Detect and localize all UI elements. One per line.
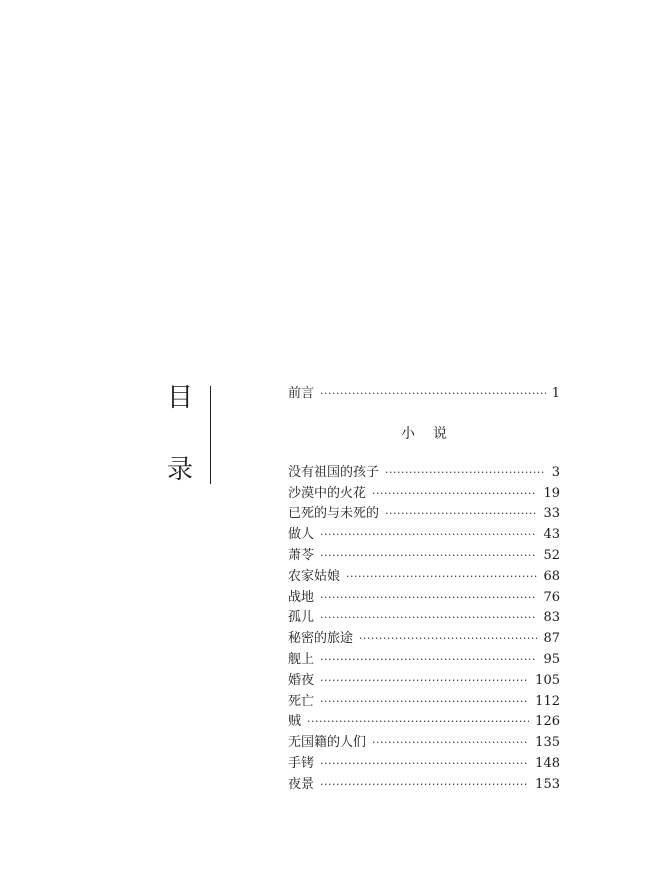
toc-entry-title: 死亡 [288,693,315,709]
toc-entry-title: 前言 [288,386,315,401]
dot-leader [346,567,537,588]
vertical-divider [210,386,211,484]
toc-entry-title: 做人 [288,527,315,543]
table-of-contents [288,384,560,796]
toc-entry-title: 舰上 [288,651,315,667]
dot-leader [320,754,529,775]
toc-entry[interactable] [288,463,560,484]
toc-entry-title: 无国籍的人们 [288,735,367,751]
dot-leader [320,775,529,796]
toc-entry-page: 19 [543,485,560,501]
toc-entry-title: 农家姑娘 [288,568,341,584]
toc-entry-title: 已死的与未死的 [288,506,380,522]
toc-entry-title: 贼 [288,714,302,730]
dot-leader [320,671,529,692]
toc-entry[interactable] [288,504,560,525]
toc-entry[interactable] [288,608,560,629]
toc-entry-page: 135 [535,735,560,751]
toc-entry-page: 52 [543,547,560,563]
toc-entry-title: 秘密的旅途 [288,631,354,647]
toc-entry-page: 33 [543,506,560,522]
toc-entry-page: 126 [535,714,560,730]
toc-entry[interactable] [288,775,560,796]
dot-leader [320,692,529,713]
dot-leader [320,588,537,609]
section-heading: 小说 [401,425,465,442]
toc-entry-page: 1 [551,386,560,401]
toc-entry[interactable] [288,650,560,671]
dot-leader [359,629,537,650]
toc-entry-title: 手铐 [288,755,315,771]
dot-leader [320,608,537,629]
toc-entry-page: 43 [543,527,560,543]
toc-entry-page: 148 [535,755,560,771]
toc-entry[interactable] [288,712,560,733]
toc-entry-page: 68 [543,568,560,584]
toc-entry[interactable] [288,754,560,775]
contents-title-char-2: 录 [166,455,193,485]
dot-leader [372,733,529,754]
toc-entry-page: 83 [543,610,560,626]
toc-entry[interactable] [288,671,560,692]
toc-entry-page: 112 [535,693,560,709]
toc-entry-title: 婚夜 [288,672,315,688]
toc-entry[interactable] [288,525,560,546]
toc-entry[interactable] [288,588,560,609]
dot-leader [320,384,546,405]
toc-entry-preface[interactable] [288,384,560,405]
toc-entry-page: 76 [543,589,560,605]
toc-entry[interactable] [288,733,560,754]
toc-entry-title: 夜景 [288,776,315,792]
toc-entry-page: 95 [543,651,560,667]
dot-leader [385,504,537,525]
toc-entry-title: 战地 [288,589,315,605]
dot-leader [320,525,537,546]
toc-entry-title: 孤儿 [288,610,315,626]
toc-entry-page: 3 [551,464,560,480]
toc-entry[interactable] [288,484,560,505]
toc-entry-page: 153 [535,776,560,792]
contents-title-char-1: 目 [166,383,193,413]
toc-entry[interactable] [288,546,560,567]
dot-leader [385,463,546,484]
toc-entry-page: 105 [535,672,560,688]
toc-entry-title: 萧苓 [288,547,315,563]
toc-entry-title: 没有祖国的孩子 [288,464,380,480]
toc-entry-page: 87 [543,631,560,647]
toc-entry-title: 沙漠中的火花 [288,485,367,501]
toc-entry[interactable] [288,629,560,650]
dot-leader [320,650,537,671]
dot-leader [307,712,529,733]
toc-entry[interactable] [288,692,560,713]
dot-leader [372,484,537,505]
dot-leader [320,546,537,567]
toc-entry[interactable] [288,567,560,588]
